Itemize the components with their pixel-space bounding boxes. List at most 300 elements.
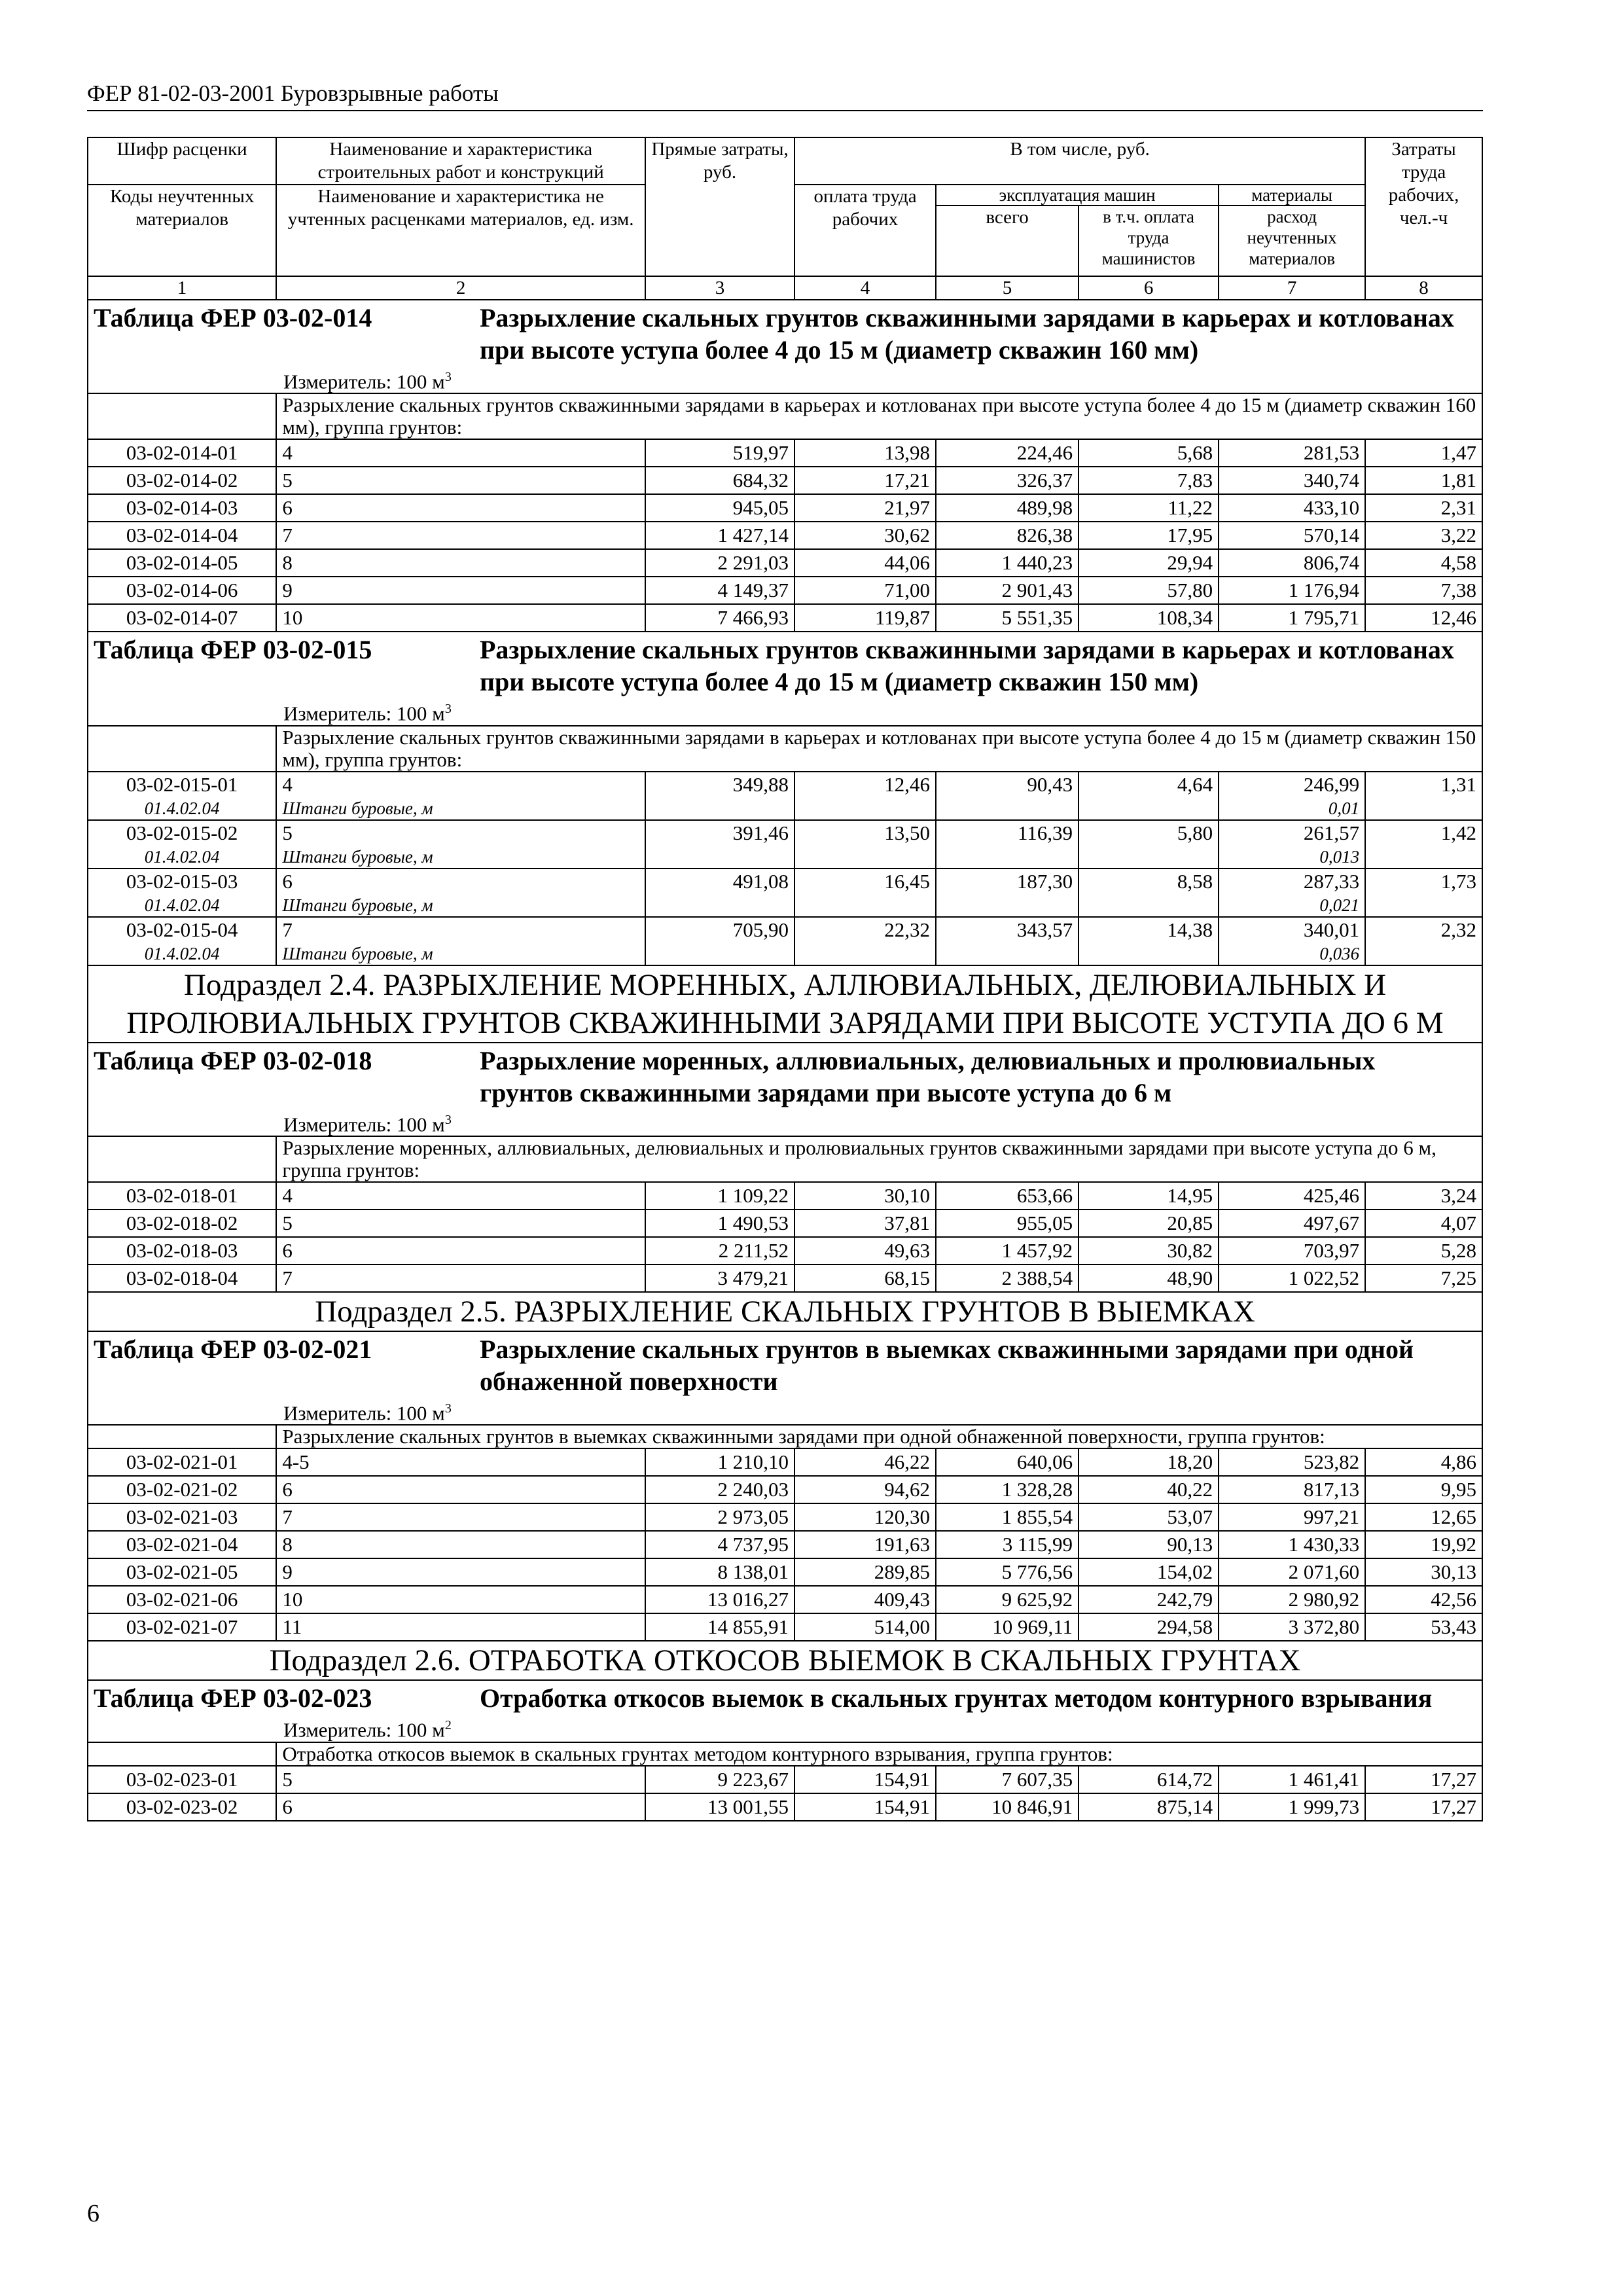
materials-cost [1219, 604, 1365, 632]
soil-group-value: 7 [282, 1266, 293, 1289]
table-row [88, 1237, 1482, 1265]
rate-code [88, 1448, 276, 1476]
machines-total-value: 489,98 [1016, 496, 1073, 520]
materials-cost-value: 2 980,92 [1288, 1588, 1360, 1611]
labor-hours [1365, 1766, 1482, 1793]
worker-wages [794, 1531, 936, 1558]
table-row [88, 1531, 1482, 1558]
table-title-row [88, 1680, 1482, 1742]
worker-wages-value: 154,91 [874, 1767, 931, 1791]
worker-wages [794, 917, 936, 965]
machinist-wages-value: 14,95 [1167, 1183, 1213, 1207]
rate-code [88, 1613, 276, 1641]
rate-code [88, 1531, 276, 1558]
materials-cost [1219, 772, 1365, 820]
worker-wages-value: 13,98 [884, 441, 931, 465]
machinist-wages [1079, 1448, 1219, 1476]
soil-group-value: 6 [282, 1795, 293, 1818]
rates-document [87, 137, 1483, 1821]
rate-code-value: 03-02-021-04 [126, 1533, 238, 1556]
unit-exponent: 3 [444, 370, 452, 384]
direct-cost [645, 1182, 794, 1210]
direct-cost [645, 1265, 794, 1292]
materials-cost-value: 1 461,41 [1288, 1767, 1360, 1791]
direct-cost [645, 1766, 794, 1793]
worker-wages [794, 1766, 936, 1793]
rate-code [88, 1586, 276, 1613]
empty-cell [88, 726, 276, 772]
soil-group [276, 772, 645, 820]
material-code: 01.4.02.04 [144, 798, 220, 818]
material-name: Штанги буровые, м [282, 895, 433, 915]
machinist-wages-value: 90,13 [1167, 1533, 1213, 1556]
machinist-wages [1079, 494, 1219, 522]
rate-code-value: 03-02-014-05 [126, 551, 238, 575]
table-title-row [88, 1043, 1482, 1136]
col-labor-hours-header: Затраты труда рабочих, чел.-ч [1365, 137, 1482, 276]
column-number: 3 [645, 276, 794, 300]
measurement-unit [94, 1397, 1476, 1424]
rate-code-value: 03-02-021-06 [126, 1588, 238, 1611]
machines-total-value: 187,30 [1016, 869, 1073, 893]
rate-code-value: 03-02-018-01 [126, 1183, 238, 1207]
table-title-row [88, 632, 1482, 725]
direct-cost-value: 14 855,91 [707, 1615, 789, 1639]
labor-hours-value: 5,28 [1440, 1238, 1476, 1262]
rate-code [88, 1265, 276, 1292]
worker-wages [794, 1476, 936, 1503]
machinist-wages-value: 14,38 [1167, 918, 1213, 941]
machines-total-value: 9 625,92 [1001, 1588, 1073, 1611]
materials-cost-value: 523,82 [1303, 1450, 1360, 1474]
rate-code [88, 1210, 276, 1237]
measurement-label: Измеритель: 100 м [283, 1112, 445, 1136]
labor-hours-value: 12,65 [1431, 1505, 1476, 1529]
machinist-wages-value: 48,90 [1167, 1266, 1213, 1289]
rate-code-value: 03-02-015-03 [126, 869, 238, 893]
labor-hours [1365, 1531, 1482, 1558]
labor-hours [1365, 604, 1482, 632]
rate-code-value: 03-02-023-02 [126, 1795, 238, 1818]
labor-hours [1365, 1503, 1482, 1531]
worker-wages-value: 49,63 [884, 1238, 931, 1262]
table-title-row [88, 1331, 1482, 1425]
rate-code [88, 1793, 276, 1821]
direct-cost-value: 2 973,05 [717, 1505, 789, 1529]
worker-wages-value: 21,97 [884, 496, 931, 520]
machinist-wages [1079, 772, 1219, 820]
machinist-wages-value: 614,72 [1156, 1767, 1213, 1791]
worker-wages [794, 1613, 936, 1641]
materials-cost-value: 1 176,94 [1288, 579, 1360, 602]
machinist-wages [1079, 1766, 1219, 1793]
soil-group-value: 4 [282, 441, 293, 465]
rate-code-value: 03-02-021-02 [126, 1478, 238, 1501]
labor-hours [1365, 1793, 1482, 1821]
soil-group [276, 1265, 645, 1292]
soil-group-value: 11 [282, 1615, 302, 1639]
rate-code [88, 1766, 276, 1793]
table-row [88, 772, 1482, 820]
materials-cost [1219, 1210, 1365, 1237]
soil-group [276, 1613, 645, 1641]
materials-cost [1219, 577, 1365, 604]
table-row [88, 1210, 1482, 1237]
labor-hours [1365, 917, 1482, 965]
materials-cost [1219, 494, 1365, 522]
machinist-wages-value: 40,22 [1167, 1478, 1213, 1501]
labor-hours-value: 1,81 [1440, 469, 1476, 492]
rate-code-value: 03-02-015-01 [126, 772, 238, 796]
soil-group [276, 1503, 645, 1531]
table-id: Таблица ФЕР 03-02-014 [94, 303, 372, 332]
column-number: 5 [936, 276, 1079, 300]
group-description-row [88, 726, 1482, 772]
rate-code [88, 577, 276, 604]
measurement-unit [94, 1109, 1476, 1136]
direct-cost [645, 820, 794, 869]
column-number: 8 [1365, 276, 1482, 300]
table-id: Таблица ФЕР 03-02-015 [94, 635, 372, 665]
table-id: Таблица ФЕР 03-02-021 [94, 1334, 372, 1364]
labor-hours-value: 7,25 [1440, 1266, 1476, 1289]
table-title-text: Отработка откосов выемок в скальных грунтах методом контурного взрывания [480, 1683, 1433, 1713]
unit-exponent: 2 [444, 1718, 452, 1733]
direct-cost-value: 349,88 [732, 772, 789, 796]
worker-wages-value: 22,32 [884, 918, 931, 941]
table-title [88, 1680, 1482, 1742]
materials-cost-value: 703,97 [1303, 1238, 1360, 1262]
rate-code-value: 03-02-021-03 [126, 1505, 238, 1529]
labor-hours-value: 4,07 [1440, 1211, 1476, 1234]
soil-group [276, 494, 645, 522]
materials-cost [1219, 1793, 1365, 1821]
soil-group [276, 467, 645, 494]
machines-total-value: 10 846,91 [991, 1795, 1073, 1818]
machines-total [936, 1182, 1079, 1210]
empty-cell [88, 1425, 276, 1448]
machines-total-value: 826,38 [1016, 524, 1073, 547]
soil-group [276, 1448, 645, 1476]
direct-cost [645, 772, 794, 820]
labor-hours-value: 4,86 [1440, 1450, 1476, 1474]
soil-group-value: 5 [282, 469, 293, 492]
direct-cost-value: 1 109,22 [717, 1183, 789, 1207]
machines-total-value: 640,06 [1016, 1450, 1073, 1474]
table-row [88, 1793, 1482, 1821]
worker-wages [794, 1182, 936, 1210]
materials-cost-value: 287,33 [1303, 869, 1360, 893]
column-number: 2 [276, 276, 645, 300]
machinist-wages-value: 30,82 [1167, 1238, 1213, 1262]
labor-hours-value: 53,43 [1431, 1615, 1476, 1639]
labor-hours [1365, 820, 1482, 869]
machines-total-value: 7 607,35 [1001, 1767, 1073, 1791]
subsection-row [88, 1292, 1482, 1331]
machinist-wages [1079, 577, 1219, 604]
labor-hours [1365, 1476, 1482, 1503]
machinist-wages-value: 57,80 [1167, 579, 1213, 602]
table-row [88, 1558, 1482, 1586]
column-number: 6 [1079, 276, 1219, 300]
direct-cost-value: 4 737,95 [717, 1533, 789, 1556]
worker-wages-value: 68,15 [884, 1266, 931, 1289]
materials-cost [1219, 1558, 1365, 1586]
table-title-text: Разрыхление скальных грунтов скважинными зарядами в карьерах и котлованах при высоте уступа более 4 до 15 м (диаметр скважин 150 мм) [480, 635, 1454, 697]
materials-cost [1219, 1182, 1365, 1210]
machinist-wages [1079, 604, 1219, 632]
worker-wages [794, 1793, 936, 1821]
materials-cost [1219, 1476, 1365, 1503]
measurement-label: Измеритель: 100 м [283, 1401, 445, 1425]
table-row [88, 1766, 1482, 1793]
machinist-wages [1079, 820, 1219, 869]
machines-total [936, 917, 1079, 965]
rate-code-value: 03-02-014-04 [126, 524, 238, 547]
col-machines-header: эксплуатация машин [936, 185, 1219, 206]
machines-total-value: 116,39 [1017, 821, 1073, 844]
table-title-row [88, 300, 1482, 393]
machinist-wages-value: 18,20 [1167, 1450, 1213, 1474]
subsection-row [88, 965, 1482, 1043]
labor-hours [1365, 1448, 1482, 1476]
labor-hours-value: 3,22 [1440, 524, 1476, 547]
worker-wages [794, 1558, 936, 1586]
direct-cost [645, 917, 794, 965]
machinist-wages [1079, 1613, 1219, 1641]
soil-group [276, 549, 645, 577]
materials-cost-value: 806,74 [1303, 551, 1360, 575]
machinist-wages-value: 17,95 [1167, 524, 1213, 547]
direct-cost [645, 1476, 794, 1503]
labor-hours [1365, 772, 1482, 820]
worker-wages [794, 1503, 936, 1531]
machines-total-value: 2 901,43 [1001, 579, 1073, 602]
direct-cost-value: 519,97 [732, 441, 789, 465]
machinist-wages [1079, 439, 1219, 467]
worker-wages [794, 1586, 936, 1613]
worker-wages [794, 1265, 936, 1292]
col-direct-cost-header: Прямые затраты, руб. [645, 137, 794, 276]
machines-total-value: 5 776,56 [1001, 1560, 1073, 1584]
subsection-row [88, 1641, 1482, 1680]
machinist-wages [1079, 1558, 1219, 1586]
rate-code-value: 03-02-023-01 [126, 1767, 238, 1791]
direct-cost-value: 1 210,10 [717, 1450, 789, 1474]
col-machinists-wages-header: в т.ч. оплата труда машинистов [1079, 206, 1219, 276]
machines-total-value: 1 457,92 [1001, 1238, 1073, 1262]
materials-cost [1219, 1586, 1365, 1613]
machinist-wages [1079, 522, 1219, 549]
worker-wages-value: 94,62 [884, 1478, 931, 1501]
unit-exponent: 3 [444, 1401, 452, 1416]
rate-code [88, 1237, 276, 1265]
page-header: ФЕР 81-02-03-2001 Буровзрывные работы [87, 77, 1483, 111]
group-description: Отработка откосов выемок в скальных грунтах методом контурного взрывания, группа грунтов: [276, 1742, 1482, 1766]
table-title [88, 1043, 1482, 1136]
soil-group-value: 7 [282, 918, 293, 941]
direct-cost-value: 705,90 [732, 918, 789, 941]
labor-hours-value: 9,95 [1440, 1478, 1476, 1501]
labor-hours [1365, 467, 1482, 494]
rate-code [88, 869, 276, 917]
materials-cost [1219, 1237, 1365, 1265]
direct-cost [645, 549, 794, 577]
rate-code-value: 03-02-018-03 [126, 1238, 238, 1262]
soil-group-value: 6 [282, 496, 293, 520]
materials-cost-value: 497,67 [1303, 1211, 1360, 1234]
machines-total [936, 1793, 1079, 1821]
machinist-wages [1079, 1503, 1219, 1531]
group-description-row [88, 1136, 1482, 1182]
column-number: 7 [1219, 276, 1365, 300]
group-description-row [88, 1425, 1482, 1448]
machines-total [936, 1476, 1079, 1503]
table-row [88, 549, 1482, 577]
machines-total [936, 1503, 1079, 1531]
materials-cost-value: 246,99 [1303, 772, 1360, 796]
rate-code [88, 467, 276, 494]
worker-wages-value: 30,62 [884, 524, 931, 547]
group-description: Разрыхление скальных грунтов в выемках скважинными зарядами при одной обнаженной поверхности, группа грунтов: [276, 1425, 1482, 1448]
machinist-wages [1079, 1210, 1219, 1237]
rate-code [88, 494, 276, 522]
machines-total-value: 10 969,11 [992, 1615, 1073, 1639]
materials-cost [1219, 1613, 1365, 1641]
soil-group [276, 917, 645, 965]
table-row [88, 577, 1482, 604]
material-name: Штанги буровые, м [282, 846, 433, 867]
materials-cost [1219, 467, 1365, 494]
rate-code [88, 522, 276, 549]
labor-hours-value: 4,58 [1440, 551, 1476, 575]
rate-code-value: 03-02-014-07 [126, 606, 238, 630]
machinist-wages-value: 53,07 [1167, 1505, 1213, 1529]
soil-group [276, 1476, 645, 1503]
labor-hours-value: 17,27 [1431, 1795, 1476, 1818]
machines-total-value: 1 328,28 [1001, 1478, 1073, 1501]
unit-exponent: 3 [444, 702, 452, 717]
machines-total [936, 604, 1079, 632]
direct-cost-value: 684,32 [732, 469, 789, 492]
direct-cost [645, 522, 794, 549]
machines-total-value: 1 855,54 [1001, 1505, 1073, 1529]
table-title-text: Разрыхление скальных грунтов в выемках скважинными зарядами при одной обнаженной поверхности [480, 1334, 1414, 1396]
col-material-names-header: Наименование и характеристика не учтенных расценками материалов, ед. изм. [276, 185, 645, 276]
worker-wages [794, 1210, 936, 1237]
worker-wages-value: 191,63 [874, 1533, 931, 1556]
machines-total [936, 1613, 1079, 1641]
soil-group [276, 1586, 645, 1613]
rate-code [88, 439, 276, 467]
materials-cost-value: 261,57 [1303, 821, 1360, 844]
machinist-wages-value: 5,80 [1177, 821, 1213, 844]
machinist-wages-value: 294,58 [1156, 1615, 1213, 1639]
col-machines-total-header: всего [936, 206, 1079, 276]
worker-wages-value: 514,00 [874, 1615, 931, 1639]
labor-hours [1365, 549, 1482, 577]
group-description: Разрыхление скальных грунтов скважинными зарядами в карьерах и котлованах при высоте уступа более 4 до 15 м (диаметр скважин 160 мм), группа грунтов: [276, 393, 1482, 439]
soil-group [276, 439, 645, 467]
col-material-codes-header: Коды неучтенных материалов [88, 185, 276, 276]
machines-total [936, 1265, 1079, 1292]
column-number: 1 [88, 276, 276, 300]
material-name: Штанги буровые, м [282, 943, 433, 963]
machines-total [936, 1586, 1079, 1613]
machines-total [936, 549, 1079, 577]
worker-wages [794, 549, 936, 577]
labor-hours-value: 2,32 [1440, 918, 1476, 941]
direct-cost-value: 8 138,01 [717, 1560, 789, 1584]
labor-hours [1365, 1586, 1482, 1613]
machinist-wages [1079, 869, 1219, 917]
direct-cost [645, 439, 794, 467]
soil-group-value: 5 [282, 1211, 293, 1234]
worker-wages-value: 71,00 [884, 579, 931, 602]
material-code: 01.4.02.04 [144, 895, 220, 915]
page-number: 6 [87, 2200, 99, 2227]
labor-hours-value: 1,73 [1440, 869, 1476, 893]
labor-hours [1365, 1558, 1482, 1586]
direct-cost-value: 3 479,21 [717, 1266, 789, 1289]
rate-code-value: 03-02-015-04 [126, 918, 238, 941]
worker-wages-value: 13,50 [884, 821, 931, 844]
table-row [88, 1448, 1482, 1476]
measurement-unit [94, 1714, 1476, 1741]
machines-total [936, 820, 1079, 869]
rate-code [88, 1476, 276, 1503]
empty-cell [88, 1136, 276, 1182]
rate-code [88, 917, 276, 965]
table-row [88, 467, 1482, 494]
worker-wages-value: 30,10 [884, 1183, 931, 1207]
rate-code [88, 604, 276, 632]
table-row [88, 820, 1482, 869]
materials-cost-value: 281,53 [1303, 441, 1360, 465]
worker-wages-value: 409,43 [874, 1588, 931, 1611]
materials-cost [1219, 1448, 1365, 1476]
direct-cost [645, 1237, 794, 1265]
direct-cost-value: 4 149,37 [717, 579, 789, 602]
machinist-wages-value: 875,14 [1156, 1795, 1213, 1818]
machines-total [936, 439, 1079, 467]
worker-wages-value: 37,81 [884, 1211, 931, 1234]
worker-wages-value: 44,06 [884, 551, 931, 575]
materials-cost-value: 340,74 [1303, 469, 1360, 492]
soil-group-value: 4 [282, 772, 293, 796]
labor-hours-value: 42,56 [1431, 1588, 1476, 1611]
soil-group-value: 5 [282, 821, 293, 844]
soil-group-value: 10 [282, 1588, 303, 1611]
rate-code-value: 03-02-018-02 [126, 1211, 238, 1234]
soil-group-value: 6 [282, 869, 293, 893]
rate-code-value: 03-02-014-01 [126, 441, 238, 465]
machinist-wages [1079, 1237, 1219, 1265]
group-description: Разрыхление моренных, аллювиальных, делювиальных и пролювиальных грунтов скважинными зарядами при высоте уступа до 6 м, группа грунтов: [276, 1136, 1482, 1182]
worker-wages [794, 522, 936, 549]
worker-wages [794, 439, 936, 467]
materials-cost [1219, 820, 1365, 869]
table-row [88, 1265, 1482, 1292]
machines-total-value: 3 115,99 [1002, 1533, 1073, 1556]
direct-cost-value: 491,08 [732, 869, 789, 893]
table-id: Таблица ФЕР 03-02-018 [94, 1045, 372, 1075]
worker-wages [794, 577, 936, 604]
worker-wages-value: 120,30 [874, 1505, 931, 1529]
worker-wages-value: 17,21 [884, 469, 931, 492]
labor-hours-value: 1,31 [1440, 772, 1476, 796]
worker-wages-value: 46,22 [884, 1450, 931, 1474]
